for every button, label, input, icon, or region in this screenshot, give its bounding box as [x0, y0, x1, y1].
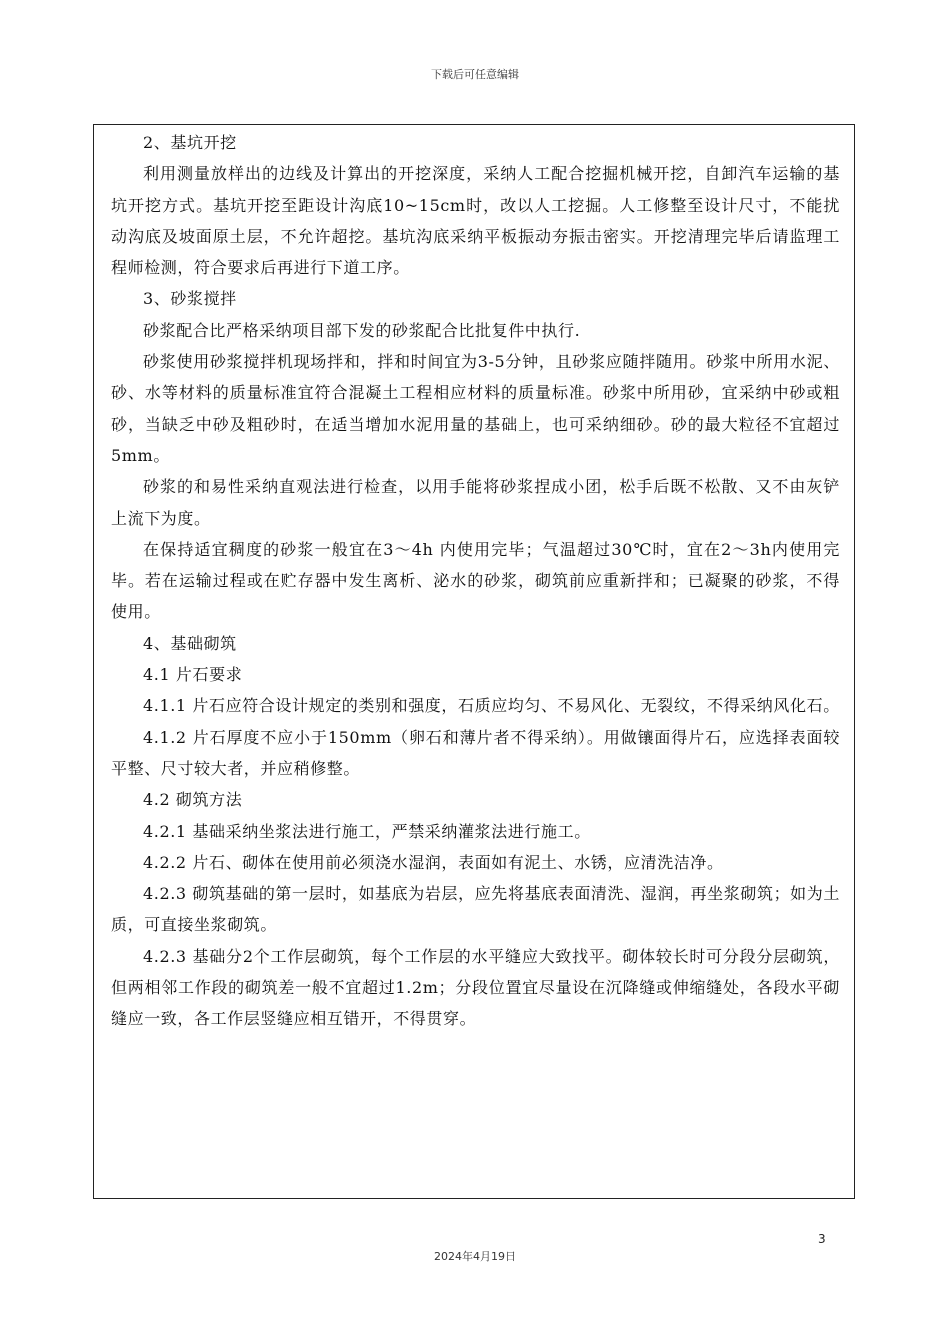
subsection-heading-method: 4.2 砌筑方法 — [143, 790, 243, 810]
paragraph: 4.1.1 片石应符合设计规定的类别和强度，石质应均匀、不易风化、无裂纹，不得采纳风化石。 — [143, 696, 840, 716]
paragraph: 4.2.1 基础采纳坐浆法进行施工，严禁采纳灌浆法进行施工。 — [143, 821, 591, 841]
section-heading-excavation: 2、基坑开挖 — [143, 133, 237, 152]
paragraph: 砂浆配合比严格采纳项目部下发的砂浆配合比批复件中执行. — [143, 320, 581, 340]
footer-date: 2024年4月19日 — [434, 1250, 516, 1263]
paragraph: 4.2.3 基础分2个工作层砌筑，每个工作层的水平缝应大致找平。砌体较长时可分段分层砌筑，但两相邻工作段的砌筑差一般不宜超过1.2m；分段位置宜尽量设在沉降缝或伸缩缝处，各段水平砌缝应一致，各工作层竖缝应相互错开，不得贯穿。 — [111, 946, 840, 1029]
paragraph: 4.1.2 片石厚度不应小于150mm（卵石和薄片者不得采纳）。用做镶面得片石，应选择表面较平整、尺寸较大者，并应稍修整。 — [111, 727, 840, 778]
document-body — [111, 127, 840, 1035]
paragraph: 在保持适宜稠度的砂浆一般宜在3～4h 内使用完毕；气温超过30℃时，宜在2～3h内使用完毕。若在运输过程或在贮存器中发生离析、泌水的砂浆，砌筑前应重新拌和；已凝聚的砂浆，不得使用。 — [111, 539, 840, 622]
paragraph: 4.2.2 片石、砌体在使用前必须浇水湿润，表面如有泥土、水锈，应清洗洁净。 — [143, 852, 724, 872]
section-heading-foundation: 4、基础砌筑 — [143, 633, 237, 653]
content-frame — [93, 124, 855, 1199]
paragraph: 利用测量放样出的边线及计算出的开挖深度，采纳人工配合挖掘机械开挖，自卸汽车运输的基坑开挖方式。基坑开挖至距设计沟底10~15cm时，改以人工挖掘。人工修整至设计尺寸，不能扰动沟底及坡面原土层，不允许超挖。基坑沟底采纳平板振动夯振击密实。开挖清理完毕后请监理工程师检测，符合要求后再进行下道工序。 — [111, 164, 840, 278]
section-heading-mortar: 3、砂浆搅拌 — [143, 289, 237, 309]
paragraph: 砂浆使用砂浆搅拌机现场拌和，拌和时间宜为3-5分钟，且砂浆应随拌随用。砂浆中所用水泥、砂、水等材料的质量标准宜符合混凝土工程相应材料的质量标准。砂浆中所用砂，宜采纳中砂或粗砂，当缺乏中砂及粗砂时，在适当增加水泥用量的基础上，也可采纳细砂。砂的最大粒径不宜超过5mm。 — [111, 352, 840, 465]
page-header: 下载后可任意编辑 — [431, 68, 519, 81]
page-number: 3 — [818, 1232, 826, 1246]
subsection-heading-stone: 4.1 片石要求 — [143, 665, 243, 685]
paragraph: 砂浆的和易性采纳直观法进行检查，以用手能将砂浆捏成小团，松手后既不松散、又不由灰铲上流下为度。 — [111, 477, 840, 528]
paragraph: 4.2.3 砌筑基础的第一层时，如基底为岩层，应先将基底表面清洗、湿润，再坐浆砌筑；如为土质，可直接坐浆砌筑。 — [111, 884, 840, 935]
